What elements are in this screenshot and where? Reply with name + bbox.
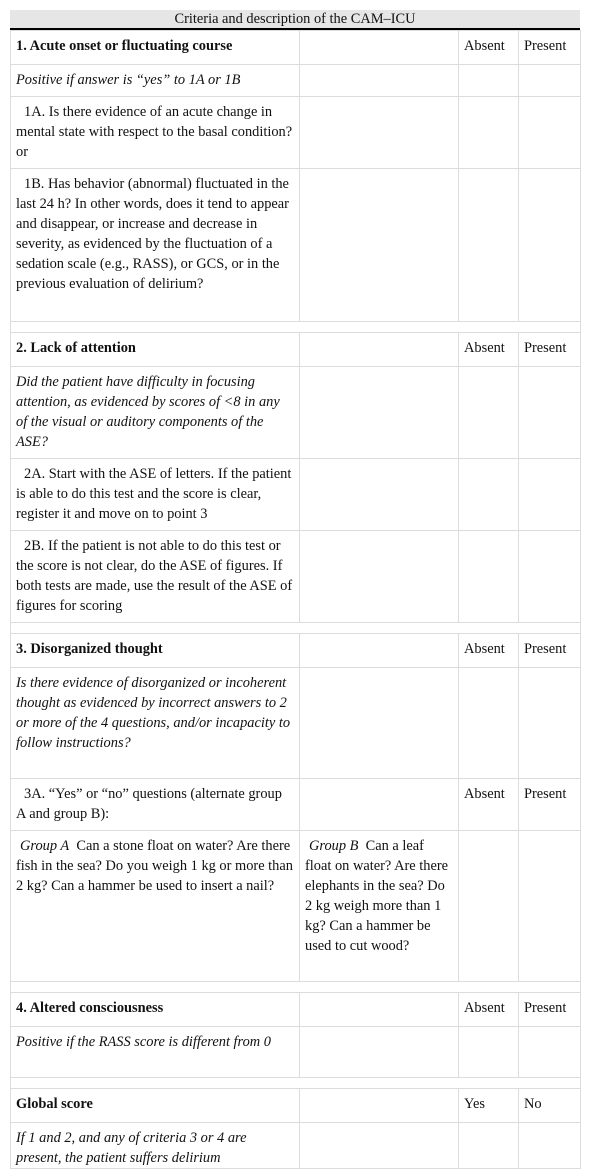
empty-cell <box>300 65 459 97</box>
section-4-present-header: Present <box>519 993 581 1027</box>
group-b-label: Group B <box>309 838 359 854</box>
table-row <box>11 1123 581 1169</box>
section-4-title: 4. Altered consciousness <box>11 993 300 1027</box>
global-score-title: Global score <box>11 1089 300 1123</box>
group-a-label: Group A <box>20 838 70 854</box>
table-row <box>11 668 581 779</box>
section-3-title: 3. Disorganized thought <box>11 634 300 668</box>
table-row <box>11 333 581 367</box>
empty-cell <box>519 65 581 97</box>
group-b-text: Can a leaf float on water? Are there elephants in the sea? Do 2 kg weigh more than 1 kg? Can a hammer be used to cut wood? <box>305 838 449 954</box>
empty-cell <box>300 169 459 322</box>
empty-cell <box>300 993 459 1027</box>
question-2a: 2A. Start with the ASE of letters. If the patient is able to do this test and the score is clear, register it and move on to point 3 <box>11 459 300 531</box>
question-1b: 1B. Has behavior (abnormal) fluctuated in the last 24 h? In other words, does it tend to appear and disappear, or increase and decrease in severity, as evidenced by the fluctuation of a sedation scale (e.g., RASS), or GCS, or in the previous evaluation of delirium? <box>11 169 300 322</box>
table-row <box>11 993 581 1027</box>
separator-row <box>11 322 581 333</box>
empty-cell <box>300 459 459 531</box>
empty-cell <box>459 1123 519 1169</box>
table-row <box>11 531 581 623</box>
global-no-header: No <box>519 1089 581 1123</box>
group-b-questions <box>300 831 459 982</box>
table-row <box>11 65 581 97</box>
empty-cell <box>459 831 519 982</box>
empty-cell <box>519 831 581 982</box>
global-yes-header: Yes <box>459 1089 519 1123</box>
section-2-present-header: Present <box>519 333 581 367</box>
table-row <box>11 31 581 65</box>
empty-cell <box>459 367 519 459</box>
empty-cell <box>300 1089 459 1123</box>
empty-cell <box>300 367 459 459</box>
section-1-absent-header: Absent <box>459 31 519 65</box>
question-3a-present: Present <box>519 779 581 831</box>
empty-cell <box>459 169 519 322</box>
empty-cell <box>519 1027 581 1078</box>
empty-cell <box>519 97 581 169</box>
section-1-note: Positive if answer is “yes” to 1A or 1B <box>11 65 300 97</box>
empty-cell <box>300 1027 459 1078</box>
question-2b: 2B. If the patient is not able to do this test or the score is not clear, do the ASE of figures. If both tests are made, use the result of the ASE of figures for scoring <box>11 531 300 623</box>
empty-cell <box>300 97 459 169</box>
cam-icu-table-wrapper <box>10 10 580 1169</box>
empty-cell <box>519 1123 581 1169</box>
section-1-present-header: Present <box>519 31 581 65</box>
section-2-title: 2. Lack of attention <box>11 333 300 367</box>
empty-cell <box>459 531 519 623</box>
empty-cell <box>519 459 581 531</box>
empty-cell <box>300 634 459 668</box>
section-4-absent-header: Absent <box>459 993 519 1027</box>
empty-cell <box>300 531 459 623</box>
separator-row <box>11 1078 581 1089</box>
table-row <box>11 831 581 982</box>
section-4-note: Positive if the RASS score is different from 0 <box>11 1027 300 1078</box>
empty-cell <box>300 333 459 367</box>
empty-cell <box>519 169 581 322</box>
question-3a-absent: Absent <box>459 779 519 831</box>
group-a-questions <box>11 831 300 982</box>
group-a-text: Can a stone float on water? Are there fish in the sea? Do you weigh 1 kg or more than 2 kg? Can a hammer be used to insert a nail? <box>16 838 293 894</box>
table-caption: Criteria and description of the CAM–ICU <box>10 10 580 30</box>
empty-cell <box>459 459 519 531</box>
empty-cell <box>300 668 459 779</box>
table-row <box>11 169 581 322</box>
global-score-note: If 1 and 2, and any of criteria 3 or 4 are present, the patient suffers delirium <box>11 1123 300 1169</box>
table-row <box>11 1027 581 1078</box>
section-3-absent-header: Absent <box>459 634 519 668</box>
empty-cell <box>300 1123 459 1169</box>
empty-cell <box>459 1027 519 1078</box>
empty-cell <box>300 779 459 831</box>
table-row <box>11 459 581 531</box>
empty-cell <box>519 668 581 779</box>
section-2-note: Did the patient have difficulty in focusing attention, as evidenced by scores of <8 in any of the visual or auditory components of the ASE? <box>11 367 300 459</box>
section-3-note: Is there evidence of disorganized or incoherent thought as evidenced by incorrect answers to 2 or more of the 4 questions, and/or incapacity to follow instructions? <box>11 668 300 779</box>
empty-cell <box>519 531 581 623</box>
table-row <box>11 97 581 169</box>
table-row <box>11 1089 581 1123</box>
table-row <box>11 367 581 459</box>
cam-icu-table <box>10 30 581 1169</box>
table-row <box>11 779 581 831</box>
table-row <box>11 634 581 668</box>
separator-row <box>11 623 581 634</box>
question-3a: 3A. “Yes” or “no” questions (alternate group A and group B): <box>11 779 300 831</box>
empty-cell <box>459 668 519 779</box>
empty-cell <box>519 367 581 459</box>
section-3-present-header: Present <box>519 634 581 668</box>
empty-cell <box>459 97 519 169</box>
separator-row <box>11 982 581 993</box>
question-1a: 1A. Is there evidence of an acute change in mental state with respect to the basal condition? or <box>11 97 300 169</box>
empty-cell <box>300 31 459 65</box>
section-1-title: 1. Acute onset or fluctuating course <box>11 31 300 65</box>
empty-cell <box>459 65 519 97</box>
section-2-absent-header: Absent <box>459 333 519 367</box>
